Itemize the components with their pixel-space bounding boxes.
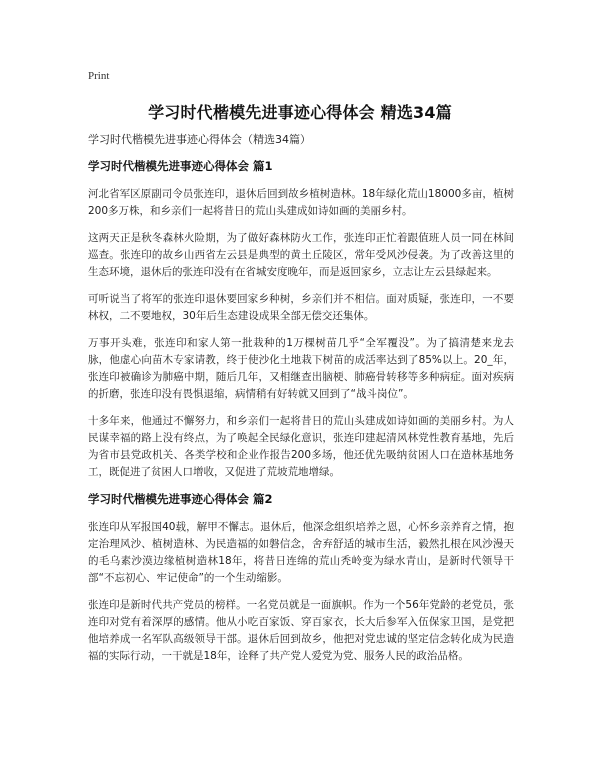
section-heading: 学习时代楷模先进事迹心得体会 篇2: [88, 492, 273, 506]
paragraph: 张连印是新时代共产党员的榜样。一名党员就是一面旗帜。作为一个56年党龄的老党员，张连印对党有着深厚的感情。他从小吃百家饭、穿百家衣，长大后参军入伍保家卫国，是党把他培养成一名军队高级领导干部。退休后回到故乡，他把对党忠诚的坚定信念转化成为民造福的实际行动，一干就是18年，诠释了共产党人爱党为党、服务人民的政治品格。: [88, 599, 514, 662]
section-1: [88, 158, 514, 481]
document-subtitle: 学习时代楷模先进事迹心得体会（精选34篇）: [88, 133, 311, 146]
document-body: [88, 158, 514, 675]
paragraph: 可听说当了将军的张连印退休要回家乡种树，乡亲们并不相信。面对质疑，张连印，一不要林权，二不要地权，30年后生态建设成果全部无偿交还集体。: [88, 293, 514, 322]
paragraph: 张连印从军报国40载，解甲不懈志。退休后，他深念组织培养之恩，心怀乡亲养育之情，抱定治理风沙、植树造林、为民造福的如磐信念，舍弃舒适的城市生活，毅然扎根在风沙漫天的毛乌素沙漠边缘植树造林18年，将昔日连绵的荒山秃岭变为绿水青山，是新时代领导干部“不忘初心、牢记使命”的一个生动缩影。: [88, 521, 514, 584]
paragraph: 河北省军区原副司令员张连印，退休后回到故乡植树造林。18年绿化荒山18000多亩，植树200多万株，和乡亲们一起将昔日的荒山头建成如诗如画的美丽乡村。: [88, 188, 514, 217]
page-title: 学习时代楷模先进事迹心得体会 精选34篇: [148, 103, 452, 122]
section-2: [88, 491, 514, 665]
paragraph: 这两天正是秋冬森林火险期，为了做好森林防火工作，张连印正忙着跟值班人员一同在林间巡查。张连印的故乡山西省左云县是典型的黄土丘陵区，常年受风沙侵袭。为了改善这里的生态环境，退休后的张连印没有在省城安度晚年，而是返回家乡，立志让左云县绿起来。: [88, 232, 514, 278]
section-heading: 学习时代楷模先进事迹心得体会 篇1: [88, 159, 273, 173]
print-label: Print: [88, 70, 110, 82]
paragraph: 万事开头难，张连印和家人第一批栽种的1万棵树苗几乎“全军覆没”。为了搞清楚来龙去脉，他虚心向苗木专家请教，终于使沙化土地栽下树苗的成活率达到了85%以上。20_年，张连印被确诊为肺癌中期，随后几年，又相继查出脑梗、肺癌骨转移等多种病症。面对疾病的折磨，张连印没有畏惧退缩，病情稍有好转就又回到了“战斗岗位”。: [88, 337, 514, 400]
paragraph: 十多年来，他通过不懈努力，和乡亲们一起将昔日的荒山头建成如诗如画的美丽乡村。为人民谋幸福的路上没有终点，为了唤起全民绿化意识，张连印建起清风林党性教育基地，先后为省市县党政机关、各类学校和企业作报告200多场，他还优先吸纳贫困人口在造林基地务工，既促进了贫困人口增收，又促进了荒坡荒地增绿。: [88, 415, 514, 478]
